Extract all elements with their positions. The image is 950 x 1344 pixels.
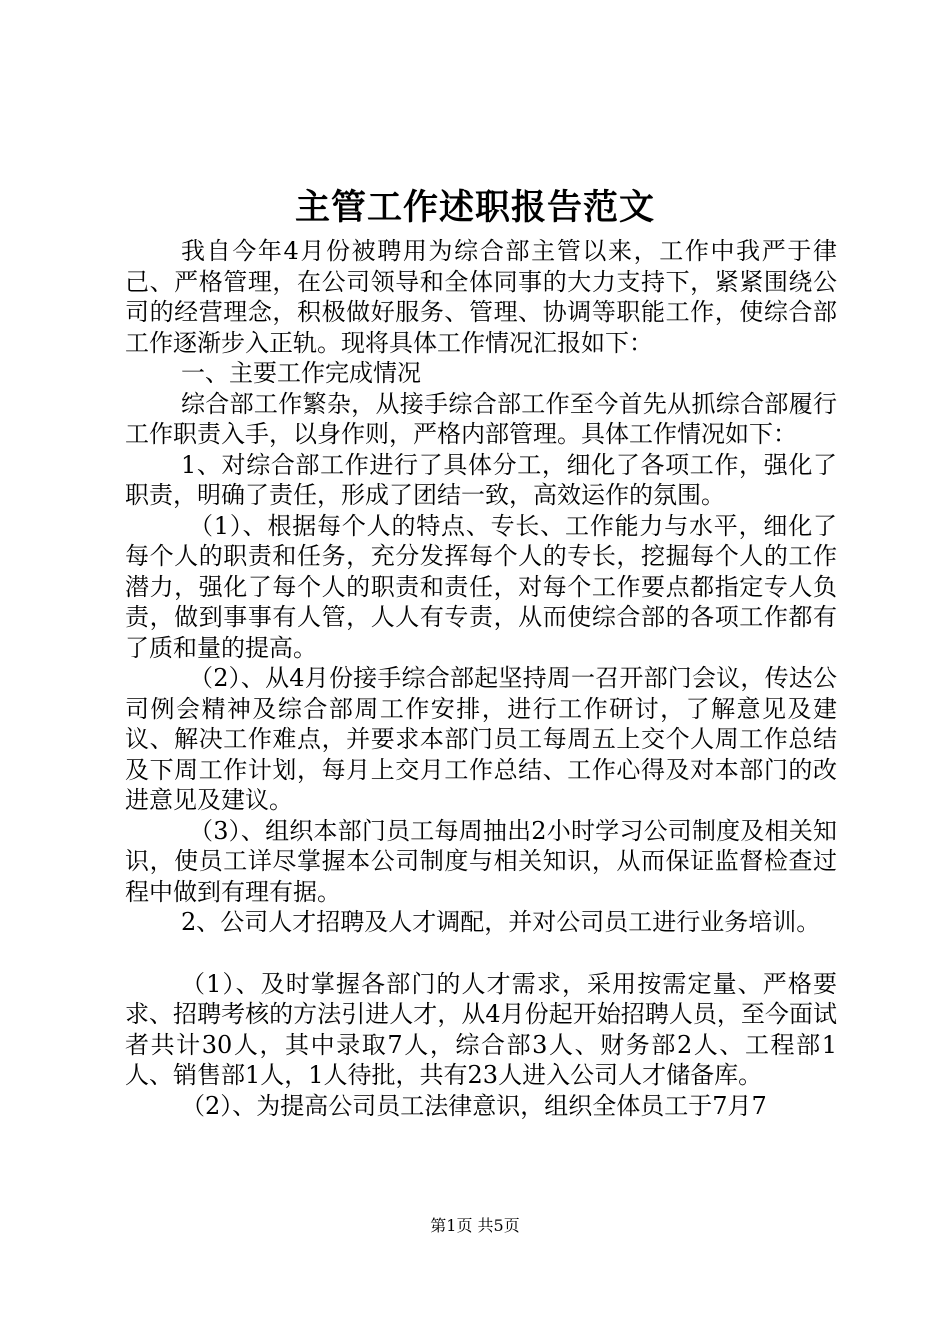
paragraph-item-2: 2、公司人才招聘及人才调配，并对公司员工进行业务培训。	[181, 908, 821, 936]
page-footer: 第1页 共5页	[430, 1216, 520, 1235]
paragraph-item-1: 1、对综合部工作进行了具体分工，细化了各项工作，强化了职责，明确了责任，形成了团结一致，高效运作的氛围。	[125, 450, 837, 509]
paragraph-subitem-2-2: （2）、为提高公司员工法律意识，组织全体员工于7月7	[181, 1091, 767, 1120]
paragraph-subitem-2-1: （1）、及时掌握各部门的人才需求，采用按需定量、严格要求、招聘考核的方法引进人才，从4月份起开始招聘人员，至今面试者共计30人，其中录取7人，综合部3人、财务部2人、工程部1人、销售部1人，1人待批，共有23人进入公司人才储备库。	[125, 969, 837, 1089]
paragraph-spacer	[125, 938, 837, 969]
paragraph-subitem-1-3: （3）、组织本部门员工每周抽出2小时学习公司制度及相关知识，使员工详尽掌握本公司制度与相关知识，从而保证监督检查过程中做到有理有据。	[125, 816, 837, 906]
document-title: 主管工作述职报告范文	[294, 187, 655, 228]
paragraph-intro: 我自今年4月份被聘用为综合部主管以来，工作中我严于律己、严格管理，在公司领导和全体同事的大力支持下，紧紧围绕公司的经营理念，积极做好服务、管理、协调等职能工作，使综合部工作逐渐步入正轨。现将具体工作情况汇报如下：	[125, 237, 837, 357]
paragraph-subitem-1-2: （2）、从4月份接手综合部起坚持周一召开部门会议，传达公司例会精神及综合部周工作安排，进行工作研讨，了解意见及建议、解决工作难点，并要求本部门员工每周五上交个人周工作总结及下周工作计划，每月上交月工作总结、工作心得及对本部门的改进意见及建议。	[125, 664, 837, 814]
paragraph-subitem-1-1: （1）、根据每个人的特点、专长、工作能力与水平，细化了每个人的职责和任务，充分发挥每个人的专长，挖掘每个人的工作潜力，强化了每个人的职责和责任，对每个工作要点都指定专人负责，做到事事有人管，人人有专责，从而使综合部的各项工作都有了质和量的提高。	[125, 511, 837, 662]
paragraph-overview: 综合部工作繁杂，从接手综合部工作至今首先从抓综合部履行工作职责入手，以身作则，严格内部管理。具体工作情况如下：	[125, 389, 837, 448]
section-heading: 一、主要工作完成情况	[181, 359, 421, 387]
document-body	[125, 236, 837, 1121]
